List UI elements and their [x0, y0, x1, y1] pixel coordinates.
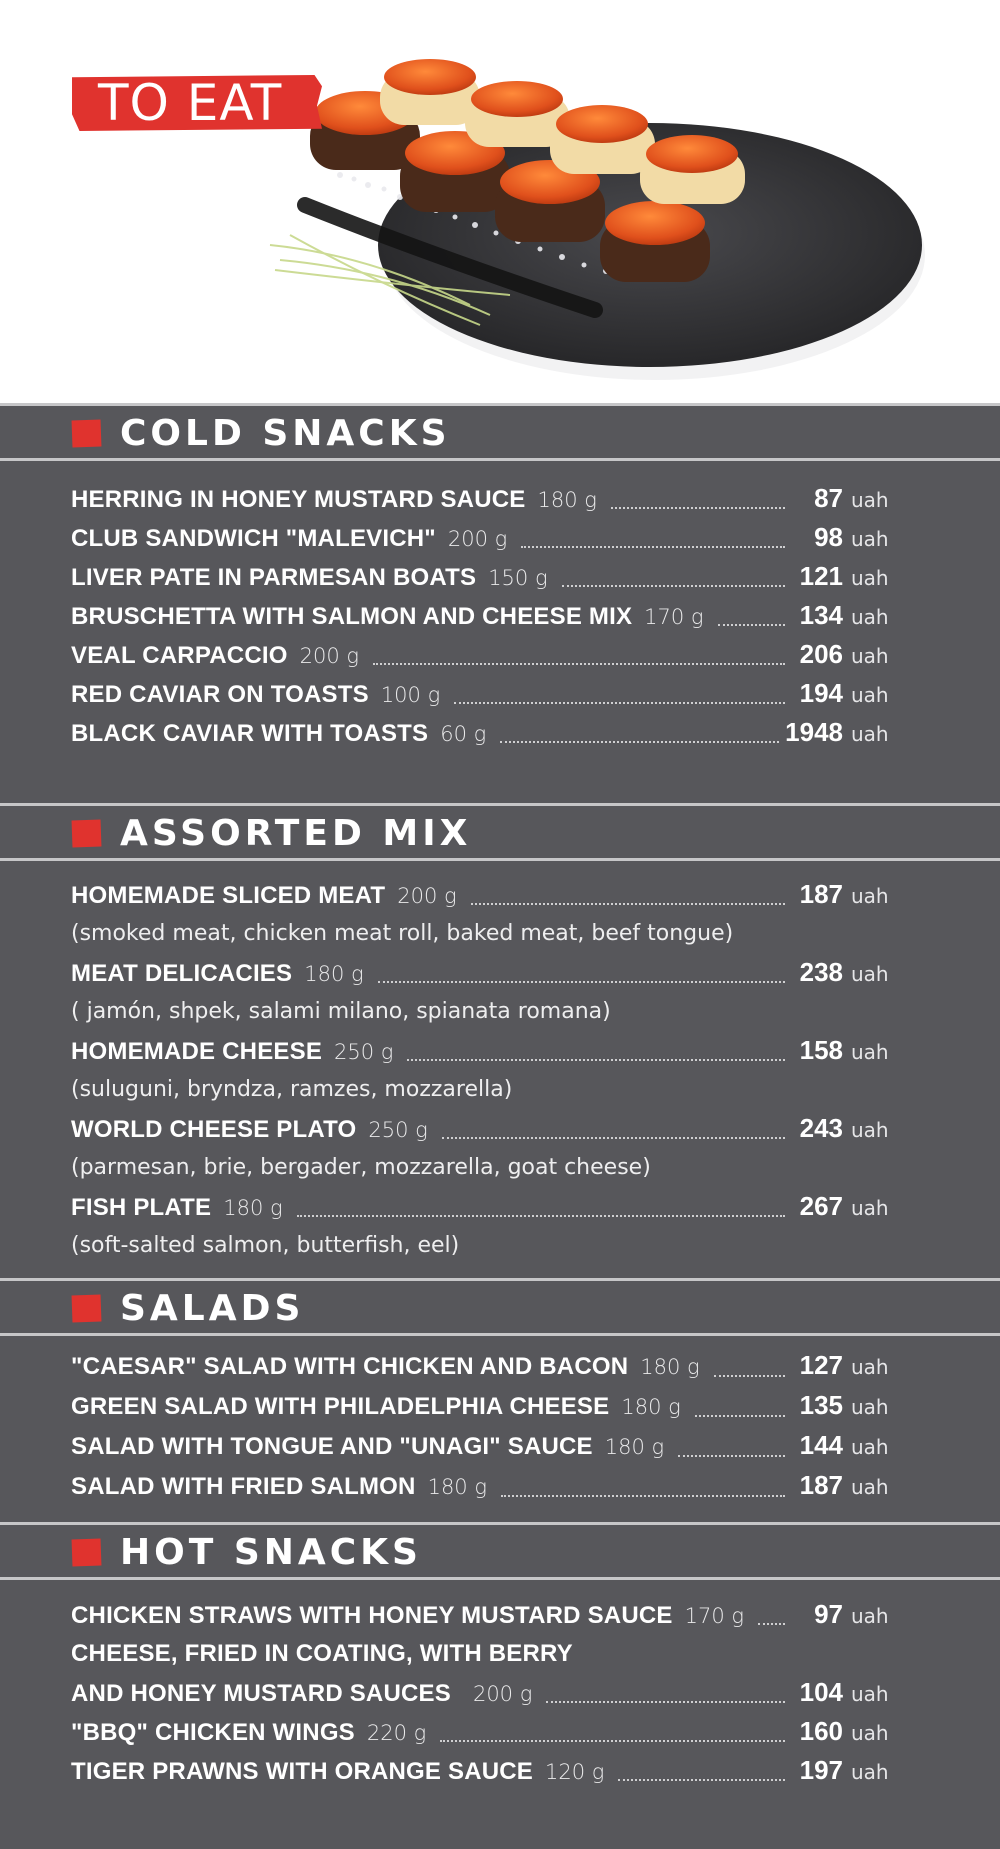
- dot-leader: [618, 1778, 785, 1781]
- item-weight: 200 g: [447, 527, 508, 551]
- item-name: HOMEMADE SLICED MEAT: [71, 882, 386, 909]
- item-price: 158: [799, 1035, 843, 1065]
- menu-item: [71, 713, 891, 752]
- item-weight: 120 g: [545, 1760, 605, 1784]
- menu-item: [71, 1187, 891, 1226]
- item-price: 121: [799, 561, 843, 591]
- item-name: BLACK CAVIAR WITH TOASTS: [71, 720, 429, 747]
- menu-item: [71, 674, 891, 713]
- item-currency: uah: [851, 1196, 889, 1220]
- section-items-cold-snacks: [71, 479, 891, 752]
- item-name: RED CAVIAR ON TOASTS: [71, 681, 369, 708]
- item-description: (soft-salted salmon, butterfish, eel): [71, 1233, 460, 1258]
- dot-leader: [373, 662, 785, 665]
- item-weight: 180 g: [537, 488, 597, 512]
- item-price: 135: [799, 1390, 843, 1420]
- menu-item: [71, 1386, 891, 1426]
- item-currency: uah: [851, 488, 889, 512]
- item-price: 160: [799, 1716, 843, 1746]
- item-currency: uah: [851, 962, 889, 986]
- item-price: 194: [799, 678, 843, 708]
- item-name-line1: CHEESE, FRIED IN COATING, WITH BERRY: [71, 1640, 573, 1667]
- red-square-icon: [72, 1295, 102, 1323]
- dot-leader: [407, 1058, 785, 1061]
- item-name: GREEN SALAD WITH PHILADELPHIA CHEESE: [71, 1393, 610, 1420]
- dot-leader: [758, 1622, 785, 1625]
- item-weight: 200 g: [472, 1682, 533, 1706]
- red-square-icon: [72, 820, 102, 848]
- hero-title: TO EAT: [98, 74, 283, 132]
- item-price: 104: [799, 1677, 843, 1707]
- menu-item: [71, 635, 891, 674]
- item-currency: uah: [851, 884, 889, 908]
- item-price: 87: [814, 483, 843, 513]
- section-title: COLD SNACKS: [120, 413, 451, 454]
- item-name: SALAD WITH FRIED SALMON: [71, 1473, 416, 1500]
- item-weight: 180 g: [640, 1355, 700, 1379]
- section-header-assorted-mix: [0, 803, 1000, 861]
- item-price: 267: [799, 1191, 843, 1221]
- item-weight: 180 g: [621, 1395, 681, 1419]
- dot-leader: [695, 1414, 785, 1417]
- menu-item: [71, 1466, 891, 1506]
- item-weight: 100 g: [380, 683, 441, 707]
- menu-item: [71, 596, 891, 635]
- item-price: 187: [799, 1470, 843, 1500]
- item-weight: 180 g: [223, 1196, 283, 1220]
- item-name: "BBQ" CHICKEN WINGS: [71, 1719, 355, 1746]
- item-name: WORLD CHEESE PLATO: [71, 1116, 357, 1143]
- dot-leader: [454, 701, 785, 704]
- item-price: 238: [799, 957, 843, 987]
- item-weight: 200 g: [299, 644, 359, 668]
- item-weight: 250 g: [334, 1040, 394, 1064]
- item-currency: uah: [851, 1435, 889, 1459]
- item-currency: uah: [851, 1118, 889, 1142]
- item-price: 97: [814, 1599, 843, 1629]
- section-items-hot-snacks: [71, 1595, 891, 1790]
- menu-item: [71, 1751, 891, 1790]
- item-price: 187: [799, 879, 843, 909]
- item-currency: uah: [851, 566, 889, 590]
- menu-item: [71, 479, 891, 518]
- section-title: HOT SNACKS: [120, 1532, 422, 1573]
- menu-item: [71, 1426, 891, 1466]
- item-weight: 170 g: [684, 1604, 744, 1628]
- item-name: BRUSCHETTA WITH SALMON AND CHEESE MIX: [71, 603, 633, 630]
- section-title: SALADS: [120, 1288, 305, 1329]
- item-name: HOMEMADE CHEESE: [71, 1038, 323, 1065]
- dot-leader: [501, 1494, 785, 1497]
- menu-item: [71, 1031, 891, 1070]
- section-header-salads: [0, 1278, 1000, 1336]
- item-name: AND HONEY MUSTARD SAUCES: [71, 1680, 451, 1707]
- item-name: HERRING IN HONEY MUSTARD SAUCE: [71, 486, 526, 513]
- dot-leader: [678, 1454, 785, 1457]
- red-square-icon: [72, 1539, 102, 1567]
- section-title: ASSORTED MIX: [120, 813, 472, 854]
- item-currency: uah: [851, 644, 889, 668]
- dot-leader: [378, 980, 785, 983]
- dot-leader: [521, 545, 785, 548]
- item-weight: 60 g: [440, 722, 487, 746]
- item-currency: uah: [851, 683, 889, 707]
- item-price: 98: [814, 522, 843, 552]
- dot-leader: [718, 623, 785, 626]
- item-description: (suluguni, bryndza, ramzes, mozzarella): [71, 1077, 513, 1102]
- item-description: ( jamón, shpek, salami milano, spianata romana): [71, 999, 611, 1024]
- item-currency: uah: [851, 1682, 889, 1706]
- dot-leader: [297, 1214, 785, 1217]
- item-weight: 250 g: [368, 1118, 428, 1142]
- menu-item: [71, 953, 891, 992]
- item-price: 127: [799, 1350, 843, 1380]
- item-currency: uah: [851, 1604, 889, 1628]
- item-weight: 180 g: [427, 1475, 487, 1499]
- section-items-salads: [71, 1346, 891, 1506]
- item-weight: 170 g: [644, 605, 704, 629]
- menu-item: [71, 1109, 891, 1148]
- menu-body: [0, 403, 1000, 1849]
- hero-banner: [0, 0, 1000, 403]
- section-header-cold-snacks: [0, 403, 1000, 461]
- item-currency: uah: [851, 1721, 889, 1745]
- item-currency: uah: [851, 1760, 889, 1784]
- menu-item: [71, 1712, 891, 1751]
- dot-leader: [562, 584, 785, 587]
- item-weight: 180 g: [304, 962, 364, 986]
- item-name: LIVER PATE IN PARMESAN BOATS: [71, 564, 477, 591]
- item-price: 197: [799, 1755, 843, 1785]
- dot-leader: [471, 902, 785, 905]
- item-price: 1948: [785, 717, 843, 747]
- item-currency: uah: [851, 1475, 889, 1499]
- item-currency: uah: [851, 527, 889, 551]
- item-name: VEAL CARPACCIO: [71, 642, 288, 669]
- item-name: MEAT DELICACIES: [71, 960, 293, 987]
- item-currency: uah: [851, 1355, 889, 1379]
- dot-leader: [442, 1136, 785, 1139]
- item-weight: 180 g: [604, 1435, 665, 1459]
- item-description: (parmesan, brie, bergader, mozzarella, goat cheese): [71, 1155, 651, 1180]
- menu-item-name-line: [71, 1634, 891, 1673]
- item-currency: uah: [851, 605, 889, 629]
- dot-leader: [546, 1700, 785, 1703]
- section-header-hot-snacks: [0, 1522, 1000, 1580]
- item-weight: 200 g: [397, 884, 457, 908]
- item-price: 144: [799, 1430, 843, 1460]
- item-name: "CAESAR" SALAD WITH CHICKEN AND BACON: [71, 1353, 629, 1380]
- item-weight: 220 g: [366, 1721, 427, 1745]
- item-description: (smoked meat, chicken meat roll, baked meat, beef tongue): [71, 921, 734, 946]
- item-weight: 150 g: [488, 566, 548, 590]
- item-price: 206: [799, 639, 843, 669]
- menu-item: [71, 557, 891, 596]
- item-name: CHICKEN STRAWS WITH HONEY MUSTARD SAUCE: [71, 1602, 673, 1629]
- section-items-assorted-mix: [71, 875, 891, 1265]
- dot-leader: [500, 740, 779, 743]
- red-square-icon: [72, 420, 102, 448]
- dot-leader: [714, 1374, 785, 1377]
- menu-item: [71, 875, 891, 914]
- item-price: 243: [799, 1113, 843, 1143]
- item-name: SALAD WITH TONGUE AND "UNAGI" SAUCE: [71, 1433, 593, 1460]
- menu-item: [71, 518, 891, 557]
- menu-item: [71, 1346, 891, 1386]
- item-name: TIGER PRAWNS WITH ORANGE SAUCE: [71, 1758, 534, 1785]
- caviar-toasts-image: [250, 55, 930, 395]
- item-price: 134: [799, 600, 843, 630]
- menu-item: [71, 1595, 891, 1634]
- menu-item: [71, 1673, 891, 1712]
- dot-leader: [440, 1739, 785, 1742]
- item-currency: uah: [851, 1040, 889, 1064]
- item-currency: uah: [851, 722, 889, 746]
- item-currency: uah: [851, 1395, 889, 1419]
- dot-leader: [611, 506, 785, 509]
- item-name: CLUB SANDWICH "MALEVICH": [71, 525, 436, 552]
- item-name: FISH PLATE: [71, 1194, 212, 1221]
